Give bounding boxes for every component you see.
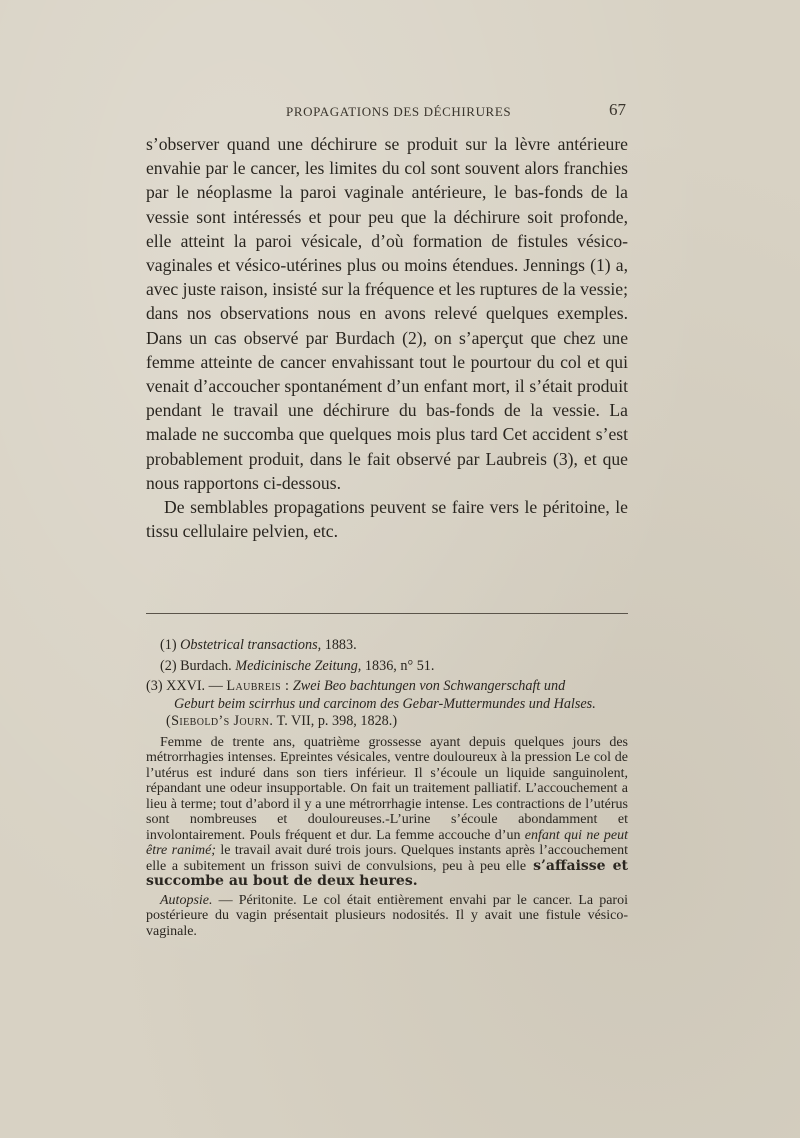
footnote-1-title: Obstetrical transactions, [180,637,322,653]
main-text [146,132,628,543]
autopsy-text: — Péritonite. Le col était entièrement envahi par le cancer. La paroi postérieure du vagin présentait plusieurs nodosités. Il y avait une fistule vésico-vaginale. [146,892,628,939]
autopsy-label: Autopsie. [160,892,213,908]
footnote-3 [146,678,628,731]
case-report-italic: enfant qui ne peut être ranimé; [146,827,629,859]
case-report [146,735,628,890]
footnote-2-author: Burdach. [180,657,232,674]
case-report-bold-tail: s’affaisse et succombe au bout de deux heures. [146,857,628,890]
case-report-text: Femme de trente ans, quatrième grossesse ayant depuis quelques jours des métrorrhagies intenses. Epreintes vésicales, ventre douloureux à la pression Le col de l’utérus est induré dans son tiers inférieur. Il s’écoule un liquide sanguinolent, répandant une odeur insupportable. On fait un traitement palliatif. L’accouchement a lieu à terme; tout d’abord il y a une métrorrhagie intense. Les contractions de l’utérus sont nombreuses et douloureuses.-L’urine s’écoule abondamment et involontairement. Pouls fréquent et dur. La femme accouche d’un [146,734,628,843]
footnote-1 [160,637,628,655]
paragraph-continuation: s’observer quand une déchirure se produit sur la lèvre antérieure envahie par le cancer, les limites du col sont souvent alors franchies par le néoplasme la paroi vaginale antérieure, le bas-fonds de la vessie sont intéressés et pour peu que la déchirure soit profonde, elle atteint la paroi vésicale, d’où formation de fistules vésico-vaginales et vésico-utérines plus ou moins étendues. Jennings (1) a, avec juste raison, insisté sur la fréquence et les ruptures de la vessie; dans nos observations nous en avons relevé quelques exemples. Dans un cas observé par Burdach (2), on s’aperçut que chez une femme atteinte de cancer envahissant tout le pourtour du col et qui venait d’accoucher spontanément d’un enfant mort, il s’était produit pendant le travail une déchirure du bas-fonds de la vessie. La malade ne succomba que quelques mois plus tard Cet accident s’est probablement produit, dans le fait observé par Laubreis (3), et que nous rapportons ci-dessous. [146,134,628,493]
autopsy-note [146,893,628,940]
footnote-3-title-b: Geburt beim scirrhus und carcinom des Gebar-Muttermundes und Halses. [174,695,596,712]
footnote-1-rest: 1883. [321,637,357,653]
footnote-2-title: Medicinische Zeitung, [235,657,362,674]
footnote-2 [160,658,628,676]
footnote-3-rest: T. VII, p. 398, 1828.) [273,713,398,730]
running-title: PROPAGATIONS DES DÉCHIRURES [286,104,512,119]
page-number: 67 [609,100,626,119]
case-report-text-after: le travail avait duré trois jours. Quelques instants après l’accouchement elle a subitement un frisson suivi de convulsions, peu à peu elle [146,843,628,874]
footnote-1-marker: (1) [160,637,177,653]
paragraph-propagations: De semblables propagations peuvent se faire vers le péritoine, le tissu cellulaire pelvien, etc. [146,497,628,542]
footnote-3-marker: (3) XXVI. — [146,678,223,695]
footnote-3-author: Laubreis : [226,678,290,695]
footnote-2-rest: 1836, n° 51. [361,657,435,674]
footnote-3-journal: (Siebold’s Journ. [166,713,274,730]
footnote-rule [146,613,628,614]
running-head [146,100,626,124]
footnote-3-journal-line [146,713,628,731]
footnotes [146,637,628,939]
footnote-3-title-a: Zwei Beo bachtungen von Schwangerschaft und [292,678,566,695]
footnote-2-marker: (2) [160,657,177,674]
